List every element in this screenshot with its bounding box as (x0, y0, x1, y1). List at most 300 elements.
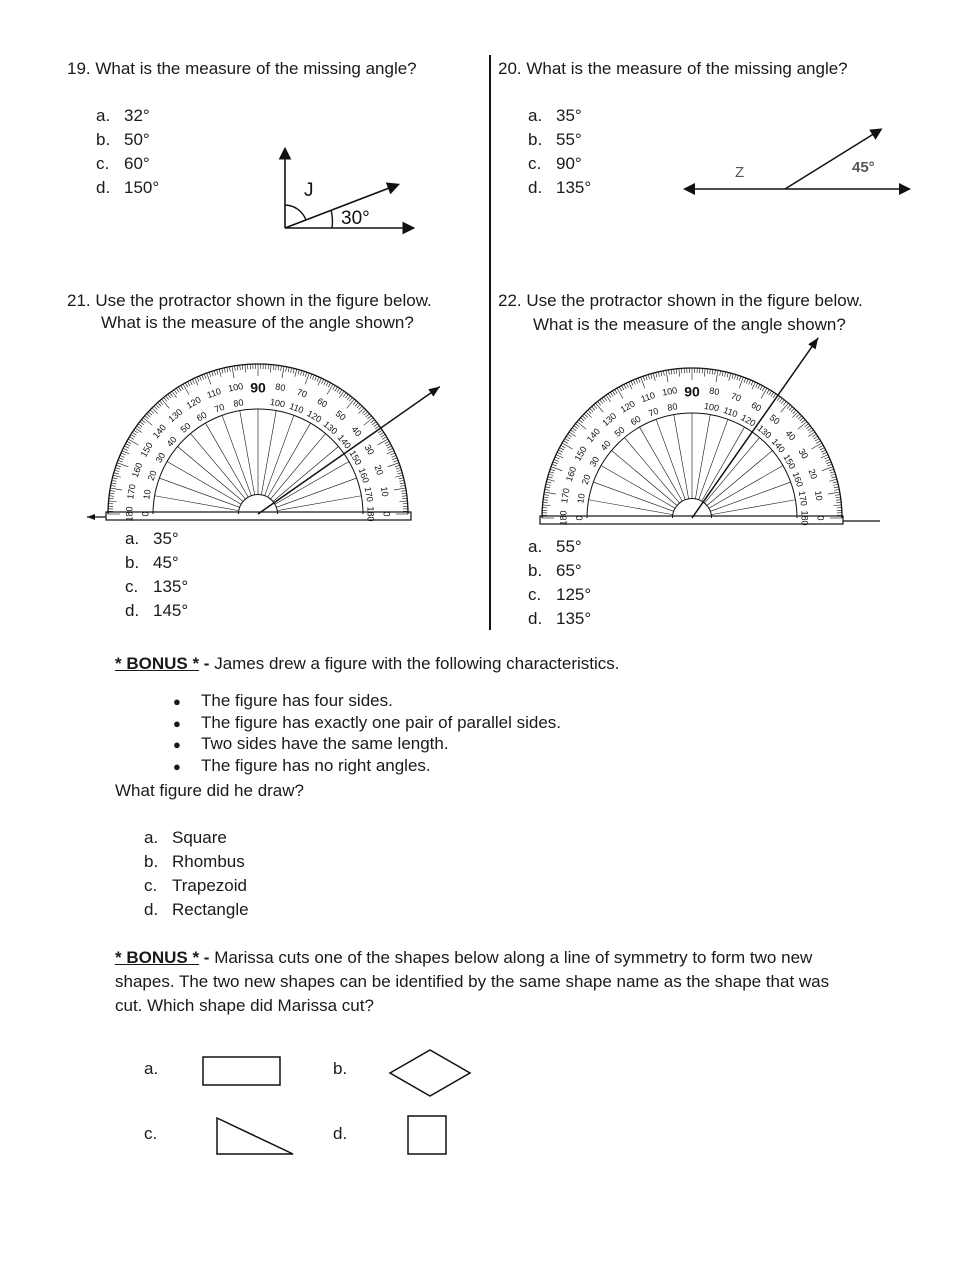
q22-protractor-tick (836, 502, 841, 503)
q22-protractor-tick (577, 422, 586, 430)
q21-protractor-tick (367, 416, 371, 419)
q22-protractor-tick (762, 387, 764, 391)
q21-protractor-tick (353, 401, 356, 405)
q21-protractor-tick (199, 376, 201, 381)
q21-protractor-inner-label: 160 (356, 466, 372, 485)
q22-protractor-tick (643, 376, 645, 381)
q22-protractor-tick (833, 482, 838, 483)
q22-protractor-tick (831, 474, 836, 475)
q21-protractor-radial-line (206, 423, 249, 497)
q22-protractor-inner-label: 100 (703, 400, 720, 414)
q22-protractor-tick (789, 407, 792, 411)
q21-protractor-tick (362, 410, 366, 413)
q21-protractor-inner-label: 170 (362, 486, 376, 503)
q21-protractor-tick (179, 387, 182, 391)
q22-protractor-tick (737, 375, 739, 380)
q21-title-line2: What is the measure of the angle shown? (101, 313, 414, 332)
q22-protractor-tick (610, 392, 613, 396)
q21-protractor-tick (222, 368, 223, 373)
q22-protractor-outer-label: 80 (708, 385, 721, 398)
q21-protractor-inner-label: 50 (178, 420, 193, 435)
q22-protractor-tick (557, 452, 561, 454)
q22-protractor-inner-label: 50 (612, 424, 627, 439)
q22-protractor-tick (734, 375, 735, 380)
q21-protractor-tick (120, 455, 125, 457)
q21-protractor-tick (204, 374, 206, 379)
q22-protractor-tick (720, 371, 721, 376)
q22-protractor-tick (615, 389, 618, 393)
q22-protractor-tick (825, 459, 830, 461)
q21-protractor-tick (183, 384, 189, 394)
q21-protractor-radial-line (265, 415, 294, 495)
q21-protractor-tick (385, 441, 389, 443)
q21-protractor-tick (347, 399, 355, 408)
q20-choice-d[interactable]: d. 135° (528, 178, 592, 197)
q22-protractor-tick (552, 464, 557, 466)
q22-protractor-tick (626, 383, 628, 387)
q21-protractor (85, 360, 465, 530)
q21-protractor-inner-label: 20 (145, 469, 159, 482)
q21-protractor-tick (122, 451, 129, 454)
q21-protractor-tick (357, 404, 360, 408)
q22-protractor-tick (633, 380, 635, 385)
q21-protractor-outer-label: 20 (372, 463, 386, 477)
q22-protractor-tick (547, 479, 555, 481)
q22-protractor-tick (800, 418, 804, 421)
q21-protractor-radial-line (273, 447, 338, 502)
q21-protractor-outer-label: 60 (315, 395, 330, 410)
q22-protractor-outer-label: 150 (572, 444, 589, 463)
q19-choice-c[interactable]: c. 60° (96, 154, 150, 173)
q21-protractor-tick (315, 376, 317, 381)
q22-protractor-tick (568, 434, 572, 437)
q22-protractor-tick (549, 474, 554, 475)
q21-protractor-radial-line (261, 411, 276, 495)
q21-protractor-tick (282, 366, 284, 378)
q22-protractor-tick (560, 448, 564, 450)
q22-protractor-tick (604, 397, 607, 401)
bonus1-bullet: ● The figure has exactly one pair of parallel sides. (173, 712, 562, 732)
bonus1-choice-b[interactable]: b. Rhombus (144, 852, 245, 871)
q21-protractor-radial-line (240, 411, 255, 495)
q19-choice-a[interactable]: a. 32° (96, 106, 150, 125)
q22-protractor-radial-line (711, 500, 795, 515)
q21-protractor-tick (396, 468, 401, 470)
q22-protractor-tick (543, 497, 548, 498)
q21-protractor-tick (310, 374, 312, 379)
q21-protractor-tick (124, 446, 128, 448)
bonus2-option-a-label[interactable]: a. (144, 1059, 159, 1078)
q22-choice-d[interactable]: d. 135° (528, 609, 592, 628)
q22-protractor-tick (562, 443, 572, 449)
q21-protractor-outer-label: 80 (274, 381, 287, 394)
q21-protractor-outer-label: 100 (227, 381, 244, 394)
q22-protractor-tick (584, 414, 588, 417)
q22-protractor-tick (679, 369, 680, 377)
q22-protractor-tick (829, 469, 834, 471)
q21-protractor-outer-label: 30 (362, 442, 377, 457)
bonus1-bullet: ● Two sides have the same length. (173, 734, 449, 754)
q21-protractor-tick (212, 371, 214, 376)
q21-protractor-tick (337, 388, 340, 392)
q21-protractor-tick (401, 491, 406, 492)
q21-protractor-tick (115, 468, 120, 470)
q22-protractor-tick (555, 457, 560, 459)
q22-protractor-tick (836, 497, 841, 498)
q22-protractor-tick (666, 370, 668, 382)
q22-protractor-inner-label: 110 (722, 405, 739, 420)
q22-protractor-radial-line (705, 438, 760, 503)
bonus1-bullet: ● The figure has no right angles. (173, 756, 431, 776)
bonus2-option-b-label[interactable]: b. (333, 1059, 348, 1078)
q22-protractor-tick (760, 386, 762, 390)
q22-protractor-tick (546, 482, 551, 483)
q22-protractor-tick (752, 382, 755, 389)
q19-angle-figure (270, 140, 430, 240)
q21-protractor-radial-line (268, 423, 311, 497)
column-divider (489, 55, 491, 630)
bonus2-shape-rectangle[interactable] (200, 1054, 284, 1088)
q22-protractor-outer-label: 50 (767, 412, 782, 427)
q22-protractor-tick (579, 420, 583, 423)
q22-protractor-tick (636, 379, 638, 384)
bonus2-option-c-label[interactable]: c. (144, 1124, 158, 1143)
q21-title-line1: 21. Use the protractor shown in the figure below. (67, 291, 432, 310)
q22-protractor-radial-line (674, 415, 689, 499)
bonus2-line2: shapes. The two new shapes can be identified by the same shape name as the shape that was (115, 972, 830, 991)
q22-protractor-tick (550, 469, 555, 471)
q22-protractor-inner-label: 160 (790, 470, 806, 489)
q22-protractor-tick (716, 370, 718, 382)
q22-title-line1: 22. Use the protractor shown in the figure below. (498, 291, 863, 310)
q22-protractor-tick (808, 428, 812, 431)
q21-protractor-tick (121, 453, 126, 455)
q22-protractor-radial-line (707, 451, 772, 506)
q21-protractor-tick (160, 401, 163, 405)
q22-protractor-tick (646, 375, 648, 380)
q21-protractor-tick (245, 365, 246, 373)
q21-protractor-tick (181, 385, 184, 389)
q22-protractor-tick (561, 445, 565, 447)
q22-protractor-radial-line (656, 419, 685, 499)
q20-choices (528, 104, 591, 200)
q22-protractor-tick (798, 422, 807, 430)
q19-arc-30 (331, 210, 332, 228)
q21-protractor-tick (138, 424, 142, 427)
q22-protractor-tick (543, 500, 548, 501)
q22-protractor-tick (624, 384, 626, 388)
q21-protractor-tick (112, 478, 117, 479)
q21-protractor-tick (388, 448, 392, 450)
q22-protractor-tick (827, 464, 832, 466)
bonus2-shape-square[interactable] (405, 1113, 451, 1159)
q21-protractor-radial-line (155, 496, 239, 511)
q21-protractor-tick (109, 498, 114, 499)
bonus2-tag: * BONUS * (115, 948, 200, 967)
q21-protractor-inner-label: 10 (141, 488, 153, 501)
q21-protractor-inner-label: 30 (153, 450, 168, 465)
q21-protractor-tick (395, 465, 400, 467)
q21-protractor-tick (140, 422, 144, 425)
q22-protractor-tick (549, 472, 554, 474)
q22-protractor-radial-line (702, 427, 745, 501)
q21-protractor-tick (190, 380, 192, 384)
q22-protractor-tick (744, 378, 746, 383)
q21-protractor-tick (118, 460, 123, 462)
q19-label-30: 30° (341, 208, 370, 229)
q20-label-45: 45° (852, 159, 875, 176)
q22-protractor-tick (833, 505, 841, 506)
q21-protractor-center-label: 90 (250, 379, 266, 396)
bonus1-choice-a[interactable]: a. Square (144, 828, 227, 847)
bonus2-option-d-label[interactable]: d. (333, 1124, 348, 1143)
q22-protractor-radial-line (625, 438, 680, 503)
q22-protractor-tick (767, 389, 770, 393)
q22-protractor-radial-line (612, 451, 677, 506)
q22-protractor-tick (805, 424, 809, 427)
q22-protractor-tick (594, 405, 597, 409)
q20-label-z: Z (735, 164, 745, 181)
q21-protractor-outer-label: 170 (125, 483, 138, 500)
q21-protractor-tick (399, 480, 404, 481)
q22-protractor-tick (592, 407, 595, 411)
q21-protractor-tick (147, 414, 151, 417)
q21-protractor-inner-label: 180 (365, 506, 376, 522)
q21-choice-a[interactable]: a. 35° (125, 529, 179, 548)
q21-protractor-tick (235, 366, 236, 371)
q22-protractor-tick (793, 410, 796, 414)
q21-protractor-inner-label: 70 (213, 401, 226, 415)
q21-protractor-radial-line (178, 447, 243, 502)
q22-protractor-outer-label: 160 (563, 465, 579, 483)
q21-protractor-tick (148, 412, 152, 415)
q20-choice-c[interactable]: c. 90° (528, 154, 582, 173)
bonus2-shape-rhombus[interactable] (386, 1046, 474, 1100)
q21-protractor-tick (132, 432, 136, 435)
bonus2-shape-right-triangle[interactable] (213, 1114, 297, 1158)
q22-choice-b[interactable]: b. 65° (528, 561, 582, 580)
q22-protractor-tick (722, 371, 723, 376)
q21-protractor-tick (392, 458, 397, 460)
q22-protractor-tick (600, 400, 603, 404)
q21-protractor-tick (129, 437, 133, 440)
q21-protractor-tick (364, 418, 373, 426)
q21-protractor-tick (110, 488, 122, 490)
q22-protractor-radial-line (709, 466, 783, 509)
q21-protractor-outer-label: 0 (381, 511, 392, 517)
q22-protractor-inner-label: 10 (575, 492, 587, 505)
q21-protractor-tick (400, 483, 405, 484)
q21-protractor-tick (111, 485, 116, 486)
q22-protractor-outer-label: 140 (584, 426, 603, 445)
q22-protractor-tick (565, 439, 569, 442)
q22-protractor-outer-label: 60 (749, 399, 764, 414)
q22-protractor-tick (671, 369, 672, 374)
q22-protractor-tick (819, 445, 823, 447)
q22-protractor-tick (732, 374, 733, 379)
q22-protractor-outer-label: 180 (558, 510, 569, 526)
q21-protractor-tick (227, 367, 228, 372)
q22-protractor-tick (773, 394, 776, 398)
bonus1-choices (144, 826, 249, 922)
q22-choices (528, 535, 591, 631)
q22-protractor-tick (821, 450, 825, 452)
q21-protractor-outer-label: 160 (129, 461, 145, 479)
q22-protractor-tick (590, 408, 593, 412)
q21-protractor-tick (327, 384, 333, 394)
q21-protractor-tick (141, 420, 145, 423)
q21-protractor-outer-label: 180 (124, 506, 135, 522)
q21-choice-d[interactable]: d. 145° (125, 601, 189, 620)
q22-protractor-tick (710, 369, 711, 374)
q21-choice-c[interactable]: c. 135° (125, 577, 189, 596)
q22-protractor-radial-line (589, 500, 673, 515)
q21-protractor-tick (317, 377, 319, 382)
q21-protractor-tick (110, 491, 115, 492)
q21-protractor-tick (382, 437, 386, 440)
bonus1-choice-c[interactable]: c. Trapezoid (144, 876, 247, 895)
q22-protractor-outer-label: 100 (661, 385, 678, 398)
q21-protractor-inner-label: 0 (140, 511, 151, 517)
q22-protractor-radial-line (710, 482, 790, 511)
q21-protractor-inner-label: 100 (269, 396, 286, 410)
q22-protractor-radial-line (601, 466, 675, 509)
q21-protractor-inner-label: 110 (288, 401, 305, 416)
q20-title: 20. What is the measure of the missing angle? (498, 59, 848, 78)
q21-protractor-tick (170, 393, 173, 397)
q22-protractor-tick (798, 416, 802, 419)
q21-protractor-tick (291, 368, 292, 373)
q22-protractor-radial-line (593, 482, 673, 511)
q22-protractor-tick (806, 426, 810, 429)
q21-protractor-tick (174, 390, 177, 394)
q22-protractor-tick (571, 430, 575, 433)
q22-protractor-tick (622, 386, 624, 390)
q21-protractor-tick (394, 488, 406, 490)
q21-protractor-inner-label: 120 (305, 408, 324, 425)
q21-protractor-inner-label: 80 (232, 397, 245, 409)
q22-protractor-tick (816, 441, 820, 444)
q22-protractor-outer-label: 10 (812, 489, 825, 502)
q22-protractor-tick (781, 400, 784, 404)
q21-protractor-tick (192, 379, 194, 383)
q22-choice-c[interactable]: c. 125° (528, 585, 592, 604)
q21-protractor-tick (273, 365, 274, 370)
q21-protractor-tick (150, 410, 154, 413)
q22-protractor-tick (545, 489, 550, 490)
q20-choice-a[interactable]: a. 35° (528, 106, 582, 125)
q21-protractor-tick (390, 453, 395, 455)
q21-protractor-tick (380, 432, 384, 435)
q21-protractor-tick (229, 367, 230, 372)
q21-protractor-inner-label: 150 (347, 448, 364, 467)
q22-protractor-center-label: 90 (684, 383, 700, 400)
q22-protractor-tick (820, 448, 824, 450)
q22-protractor-tick (617, 388, 623, 398)
q21-protractor-tick (185, 383, 187, 387)
q21-choice-b[interactable]: b. 45° (125, 553, 179, 572)
q22-protractor-tick (596, 403, 604, 412)
q21-protractor-tick (162, 399, 170, 408)
q21-protractor-tick (111, 483, 116, 484)
q21-protractor-tick (339, 390, 342, 394)
q22-protractor-tick (629, 382, 632, 389)
q22-protractor-tick (543, 505, 551, 506)
q21-protractor-tick (355, 403, 358, 407)
q21-protractor-tick (343, 393, 346, 397)
q22-protractor-tick (824, 457, 829, 459)
q22-protractor-outer-label: 120 (618, 398, 637, 415)
q19-choice-b[interactable]: b. 50° (96, 130, 150, 149)
q20-choice-b[interactable]: b. 55° (528, 130, 582, 149)
q21-protractor-outer-label: 40 (349, 424, 364, 439)
q21-protractor-axis-arrow (87, 514, 95, 520)
q22-protractor-tick (787, 405, 790, 409)
q20-angle-figure (680, 120, 920, 200)
bonus2-dash: - (199, 948, 215, 967)
q22-protractor-tick (783, 401, 786, 405)
q21-protractor-tick (300, 371, 301, 376)
q21-protractor-tick (240, 365, 241, 370)
bonus1-intro: James drew a figure with the following characteristics. (214, 654, 620, 673)
q22-protractor-tick (727, 372, 728, 377)
q21-protractor-tick (288, 367, 289, 372)
q22-choice-a[interactable]: a. 55° (528, 537, 582, 556)
q21-protractor-tick (400, 485, 405, 486)
q21-protractor-inner-label: 60 (194, 409, 209, 424)
q22-protractor-tick (777, 397, 780, 401)
bonus1-choice-d[interactable]: d. Rectangle (144, 900, 249, 919)
q22-protractor-radial-line (640, 427, 683, 501)
q21-protractor-tick (386, 444, 390, 446)
q22-protractor-tick (796, 414, 800, 417)
q22-protractor-tick (554, 459, 559, 461)
q22-protractor-tick (756, 383, 758, 387)
q22-protractor-tick (836, 500, 841, 501)
q21-protractor-tick (145, 416, 149, 419)
q22-protractor-tick (572, 428, 576, 431)
q22-protractor-outer-label: 30 (796, 446, 811, 461)
q21-protractor-tick (381, 435, 385, 438)
q21-protractor-tick (333, 385, 336, 389)
q19-choice-d[interactable]: d. 150° (96, 178, 160, 197)
q21-protractor-tick (298, 370, 299, 375)
q21-protractor-tick (156, 404, 159, 408)
q22-protractor-tick (801, 420, 805, 423)
q22-protractor-tick (574, 426, 578, 429)
q22-protractor-tick (661, 371, 662, 376)
q21-protractor-tick (214, 371, 215, 376)
q22-protractor-inner-label: 30 (587, 454, 602, 469)
q22-protractor-outer-label: 130 (600, 410, 619, 429)
q22-protractor-tick (831, 477, 836, 478)
q21-protractor-tick (127, 441, 131, 443)
q22-protractor-inner-label: 170 (796, 490, 810, 507)
q22-protractor-tick (834, 489, 839, 490)
q22-protractor-tick (582, 416, 586, 419)
q21-protractor-tick (109, 501, 117, 502)
q21-protractor-tick (378, 430, 382, 433)
q21-protractor-tick (112, 480, 117, 481)
q21-protractor-outer-label: 10 (378, 485, 391, 498)
q22-protractor-tick (729, 373, 731, 381)
q22-protractor-tick (613, 391, 616, 395)
q21-protractor-tick (397, 473, 402, 474)
q22-protractor-tick (779, 398, 782, 402)
q21-protractor-outer-label: 120 (184, 394, 203, 411)
q22-protractor-tick (556, 455, 563, 458)
q22-protractor-inner-label: 60 (628, 413, 643, 428)
